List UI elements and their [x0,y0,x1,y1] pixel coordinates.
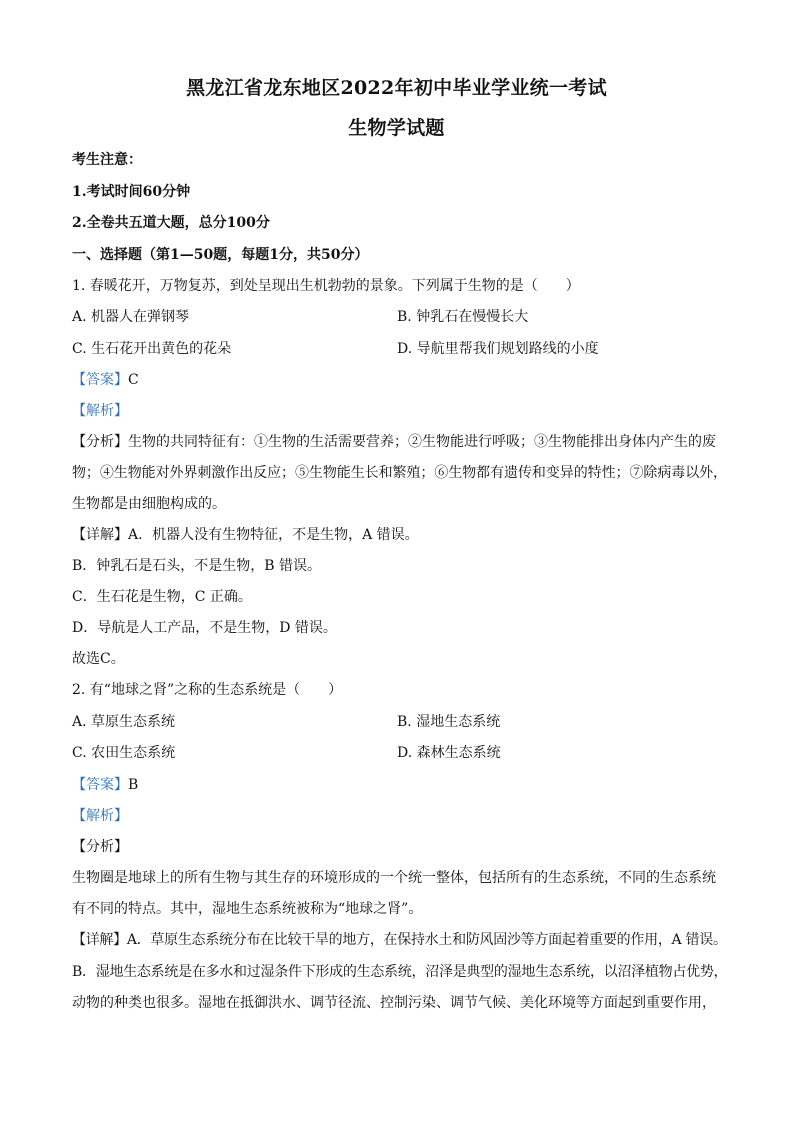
question-1-answer: C [128,372,139,388]
question-1-stem: 1. 春暖花开，万物复苏，到处呈现出生机勃勃的景象。下列属于生物的是（ ） [72,278,580,294]
question-2-answer: B [128,777,139,793]
question-2-option-a: A. 草原生态系统 [72,714,176,730]
answer-tag: 【答案】 [72,372,128,388]
question-1-detail-line: D．导航是人工产品，不是生物，D 错误。 [72,620,337,636]
fenxi-text: 生物的共同特征有：①生物的生活需要营养；②生物能进行呼吸；③生物能排出身体内产生的废 [128,434,716,450]
detail-tag: 【详解】 [72,527,128,543]
question-2-option-b: B. 湿地生态系统 [397,714,501,730]
question-1-detail-line [72,525,727,545]
exam-title: 黑龙江省龙东地区2022年初中毕业学业统一考试 [186,77,607,99]
question-2-fenxi-line: 有不同的特点。其中，湿地生态系统被称为“地球之肾”。 [72,901,423,917]
analysis-tag: 【解析】 [72,808,128,824]
analysis-tag: 【解析】 [72,403,128,419]
detail-tag: 【详解】 [72,932,127,948]
question-2-fenxi-line: 生物圈是地球上的所有生物与其生存的环境形成的一个统一整体，包括所有的生态系统，不同的生态系统 [72,870,716,886]
notice-item: 1.考试时间60分钟 [72,184,191,200]
question-1-option-b: B. 钟乳石在慢慢长大 [397,309,529,325]
question-2-detail-line: 动物的种类也很多。湿地在抵御洪水、调节径流、控制污染、调节气候、美化环境等方面起到重要作用， [72,995,716,1011]
question-2-stem: 2. 有“地球之肾”之称的生态系统是（ ） [72,682,343,698]
question-1-option-d: D. 导航里帮我们规划路线的小度 [397,341,599,357]
question-2-detail-line [72,930,727,950]
question-2-detail-line: B．湿地生态系统是在多水和过湿条件下形成的生态系统，沼泽是典型的湿地生态系统，以沼泽植物占优势， [72,964,728,980]
detail-text: A．草原生态系统分布在比较干旱的地方，在保持水土和防风固沙等方面起着重要的作用，A 错误。 [126,932,727,948]
answer-tag: 【答案】 [72,777,128,793]
detail-text: A．机器人没有生物特征，不是生物，A 错误。 [128,527,419,543]
section-heading: 一、选择题（第1—50题，每题1分，共50分） [72,247,369,263]
question-1-fenxi-line: 物；④生物能对外界刺激作出反应；⑤生物能生长和繁殖；⑥生物都有遗传和变异的特性；⑦除病毒以外， [72,465,727,481]
question-1-option-c: C. 生石花开出黄色的花朵 [72,341,232,357]
question-1-fenxi-line: 生物都是由细胞构成的。 [72,496,226,512]
question-1-detail-line: C．生石花是生物，C 正确。 [72,589,252,605]
fenxi-tag: 【分析】 [72,839,128,855]
question-2-option-d: D. 森林生态系统 [397,745,501,761]
question-1-option-a: A. 机器人在弹钢琴 [72,309,190,325]
question-1-conclusion: 故选C。 [72,651,125,667]
question-1-answer-row [72,370,727,390]
question-1-detail-line: B．钟乳石是石头，不是生物，B 错误。 [72,558,322,574]
question-1-fenxi-line [72,432,727,452]
exam-subtitle: 生物学试题 [348,117,445,139]
notice-item: 2.全卷共五道大题，总分100分 [72,215,270,231]
question-2-option-c: C. 农田生态系统 [72,745,176,761]
notice-heading: 考生注意： [72,152,142,168]
question-2-answer-row [72,775,727,795]
fenxi-tag: 【分析】 [72,434,128,450]
